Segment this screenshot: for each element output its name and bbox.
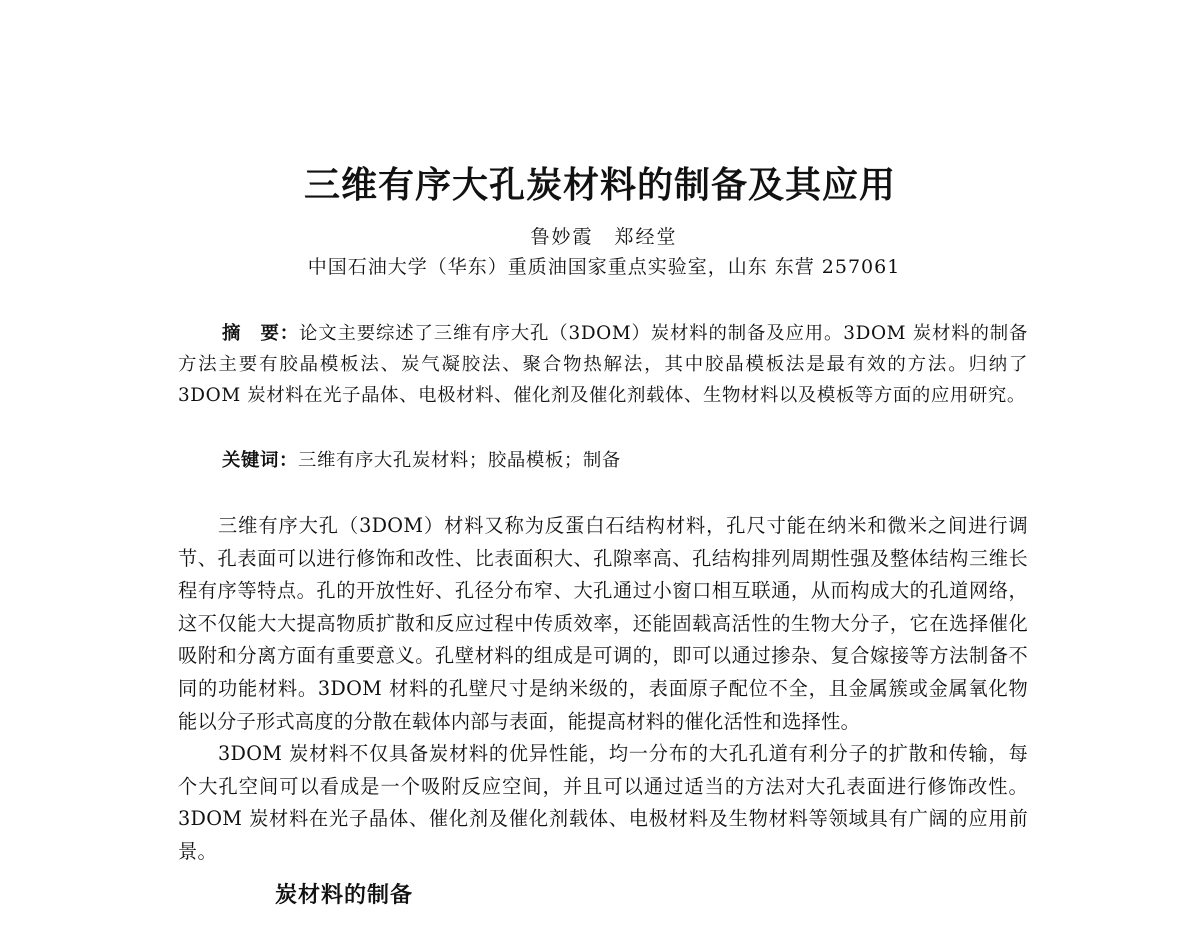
keywords-text: 三维有序大孔炭材料；胶晶模板；制备 xyxy=(297,450,621,471)
body-paragraph-1: 三维有序大孔（3DOM）材料又称为反蛋白石结构材料，孔尺寸能在纳米和微米之间进行调节、孔表面可以进行修饰和改性、比表面积大、孔隙率高、孔结构排列周期性强及整体结构三维长程有序等特点。孔的开放性好、孔径分布窄、大孔通过小窗口相互联通，从而构成大的孔道网络，这不仅能大大提高物质扩散和反应过程中传质效率，还能固载高活性的生物大分子，它在选择催化吸附和分离方面有重要意义。孔壁材料的组成是可调的，即可以通过掺杂、复合嫁接等方法制备不同的功能材料。3DOM 材料的孔壁尺寸是纳米级的，表面原子配位不全，且金属簇或金属氧化物能以分子形式高度的分散在载体内部与表面，能提高材料的催化活性和选择性。 xyxy=(178,514,1028,733)
keywords-block xyxy=(178,446,1028,476)
abstract-text: 论文主要综述了三维有序大孔（3DOM）炭材料的制备及应用。3DOM 炭材料的制备方法主要有胶晶模板法、炭气凝胶法、聚合物热解法，其中胶晶模板法是最有效的方法。归纳了 3DOM 炭材料在光子晶体、电极材料、催化剂及催化剂载体、生物材料以及模板等方面的应用研究。 xyxy=(178,323,1028,406)
body-paragraph-2: 3DOM 炭材料不仅具备炭材料的优异性能，均一分布的大孔孔道有利分子的扩散和传输，每个大孔空间可以看成是一个吸附反应空间，并且可以通过适当的方法对大孔表面进行修饰改性。3DOM 炭材料在光子晶体、催化剂及催化剂载体、电极材料及生物材料等领域具有广阔的应用前景。 xyxy=(178,742,1028,863)
paper-authors: 鲁妙霞 郑经堂 xyxy=(530,226,678,248)
paper-affiliation: 中国石油大学（华东）重质油国家重点实验室，山东 东营 257061 xyxy=(307,256,901,278)
section-heading: 炭材料的制备 xyxy=(275,882,414,908)
paper-title: 三维有序大孔炭材料的制备及其应用 xyxy=(303,164,896,206)
abstract-block xyxy=(178,318,1028,411)
body-text xyxy=(178,510,1028,869)
abstract-label: 摘 要： xyxy=(222,323,300,344)
keywords-label: 关键词： xyxy=(222,450,298,471)
